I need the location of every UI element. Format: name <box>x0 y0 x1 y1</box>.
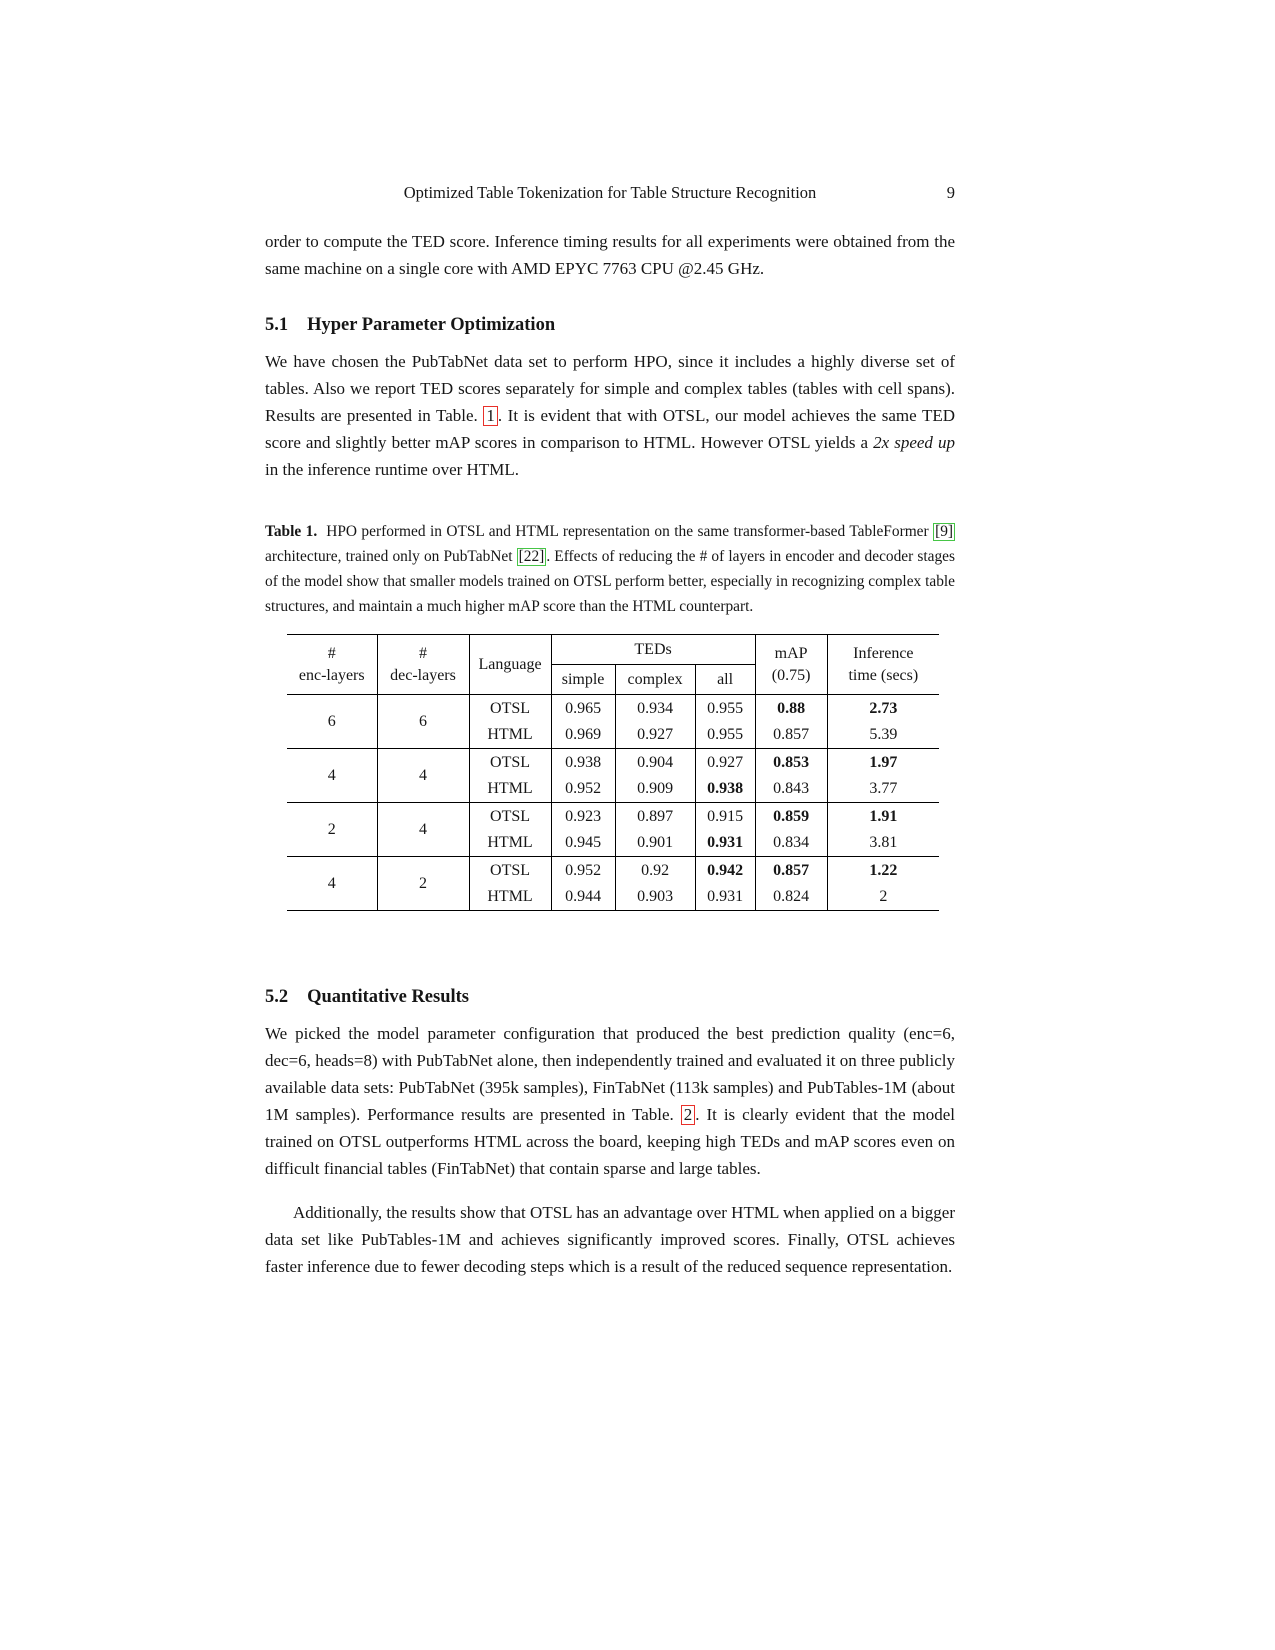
section-52-title: Quantitative Results <box>307 987 469 1008</box>
intro-paragraph: order to compute the TED score. Inference timing results for all experiments were obtained from the same machine on a single core with AMD EPYC 7763 CPU @2.45 GHz. <box>265 232 955 278</box>
table-cell-complex: 0.934 <box>615 695 695 722</box>
section-51-paragraph <box>265 348 955 483</box>
table-cell-complex: 0.901 <box>615 830 695 857</box>
table1-caption-label: Table 1. <box>265 523 318 540</box>
table-cell-complex: 0.903 <box>615 884 695 911</box>
table-cell-simple: 0.923 <box>551 803 615 830</box>
enc-layers-cell: 2 <box>287 803 377 857</box>
table-cell-lang: HTML <box>469 884 551 911</box>
section-52-heading <box>265 985 955 1009</box>
table-ref-link[interactable]: 1 <box>483 406 498 426</box>
col-header-all: all <box>695 665 755 695</box>
table-cell-time: 2.73 <box>827 695 939 722</box>
paragraph-text: We have chosen the PubTabNet data set to perform HPO, since it includes a highly diverse set of tables. Also we report TED scores separately for simple and complex tables (tables with cell spans). Results are presented in Table. <box>265 352 955 425</box>
section-51-heading <box>265 313 955 337</box>
table-cell-map: 0.859 <box>755 803 827 830</box>
col-header-dec-layers <box>377 635 469 695</box>
table1-body <box>287 695 939 911</box>
table-row <box>287 749 939 776</box>
text-column <box>265 0 955 1297</box>
col-header-inference-time <box>827 635 939 695</box>
citation-link[interactable]: [9] <box>935 523 954 540</box>
col-header-text: time (secs) <box>848 666 919 684</box>
caption-text: . Effects of reducing the # of layers in encoder and decoder stages of the model show that smaller models trained on OTSL perform better, especially in recognizing complex table structures, and maintain a much higher mAP score than the HTML counterpart. <box>265 548 955 615</box>
table-cell-simple: 0.965 <box>551 695 615 722</box>
col-header-teds: TEDs <box>551 635 755 665</box>
table-cell-lang: OTSL <box>469 803 551 830</box>
section-52-number: 5.2 <box>265 987 289 1008</box>
table-cell-lang: HTML <box>469 722 551 749</box>
table-cell-simple: 0.945 <box>551 830 615 857</box>
table-cell-all: 0.915 <box>695 803 755 830</box>
col-header-text: dec-layers <box>390 666 456 684</box>
table-cell-complex: 0.909 <box>615 776 695 803</box>
table-cell-simple: 0.952 <box>551 857 615 884</box>
caption-text: HPO performed in OTSL and HTML representation on the same transformer-based TableFormer <box>326 523 934 540</box>
results-table <box>287 634 939 911</box>
table-row <box>287 857 939 884</box>
table-cell-map: 0.824 <box>755 884 827 911</box>
table-cell-time: 1.97 <box>827 749 939 776</box>
table-cell-map: 0.88 <box>755 695 827 722</box>
table-cell-time: 3.81 <box>827 830 939 857</box>
table-cell-simple: 0.952 <box>551 776 615 803</box>
table1-header <box>287 635 939 695</box>
table-cell-lang: OTSL <box>469 695 551 722</box>
col-header-language: Language <box>469 635 551 695</box>
col-header-text: enc-layers <box>298 666 365 684</box>
table-cell-time: 3.77 <box>827 776 939 803</box>
col-header-enc-layers <box>287 635 377 695</box>
enc-layers-cell: 4 <box>287 857 377 911</box>
table1-caption <box>265 519 955 619</box>
running-title: Optimized Table Tokenization for Table Structure Recognition <box>403 183 817 202</box>
caption-text: architecture, trained only on PubTabNet <box>265 548 517 565</box>
table-cell-all: 0.955 <box>695 722 755 749</box>
table-cell-all: 0.931 <box>695 884 755 911</box>
col-header-complex: complex <box>615 665 695 695</box>
col-header-text: mAP <box>774 644 808 662</box>
paragraph-text: in the inference runtime over HTML. <box>265 460 519 479</box>
section-52-paragraph-2: Additionally, the results show that OTSL has an advantage over HTML when applied on a bigger data set like PubTables-1M and achieves significantly improved scores. Finally, OTSL achieves faster inference due to fewer decoding steps which is a result of the reduced sequence representation. <box>265 1203 955 1277</box>
table-cell-time: 1.91 <box>827 803 939 830</box>
table-cell-simple: 0.969 <box>551 722 615 749</box>
paragraph-text: We picked the model parameter configuration that produced the best prediction quality (enc=6, dec=6, heads=8) with PubTabNet alone, then independently trained and evaluated it on three publicly available data sets: PubTabNet (395k samples), FinTabNet (113k samples) and PubTables-1M (about 1M samples). Performance results are presented in Table. <box>265 1024 955 1125</box>
table-cell-all: 0.955 <box>695 695 755 722</box>
paragraph-text: . It is evident that with OTSL, our model achieves the same TED score and slightly better mAP scores in comparison to HTML. However OTSL yields a <box>265 406 955 452</box>
table-cell-map: 0.843 <box>755 776 827 803</box>
table-cell-complex: 0.92 <box>615 857 695 884</box>
running-head <box>265 0 955 203</box>
table-cell-lang: OTSL <box>469 749 551 776</box>
section-51-number: 5.1 <box>265 315 289 335</box>
table-cell-map: 0.857 <box>755 857 827 884</box>
table-cell-time: 5.39 <box>827 722 939 749</box>
dec-layers-cell: 6 <box>377 695 469 749</box>
table-cell-simple: 0.938 <box>551 749 615 776</box>
table-cell-complex: 0.927 <box>615 722 695 749</box>
dec-layers-cell: 4 <box>377 803 469 857</box>
table-cell-map: 0.857 <box>755 722 827 749</box>
table-cell-map: 0.853 <box>755 749 827 776</box>
emphasized-text: 2x speed up <box>873 433 955 452</box>
col-header-simple: simple <box>551 665 615 695</box>
col-header-text: (0.75) <box>771 666 811 684</box>
col-header-text: # <box>327 644 336 662</box>
paragraph-text: . It is clearly evident that the model trained on OTSL outperforms HTML across the board, keeping high TEDs and mAP scores even on difficult financial tables (FinTabNet) that contain sparse and large tables. <box>265 1105 955 1179</box>
table-cell-time: 1.22 <box>827 857 939 884</box>
section-51-title: Hyper Parameter Optimization <box>307 315 556 335</box>
table-cell-lang: HTML <box>469 830 551 857</box>
section-52-paragraph-1 <box>265 1020 955 1182</box>
table-cell-complex: 0.904 <box>615 749 695 776</box>
enc-layers-cell: 6 <box>327 712 336 730</box>
table-cell-complex: 0.897 <box>615 803 695 830</box>
table-cell-all: 0.938 <box>695 776 755 803</box>
table-cell-all: 0.927 <box>695 749 755 776</box>
table-cell-lang: HTML <box>469 776 551 803</box>
table1-container <box>287 634 955 911</box>
col-header-text: Inference <box>853 644 914 662</box>
col-header-map <box>755 635 827 695</box>
table-cell-all: 0.942 <box>695 857 755 884</box>
dec-layers-cell: 2 <box>377 857 469 911</box>
dec-layers-cell: 4 <box>377 749 469 803</box>
page-number: 9 <box>946 183 955 202</box>
table-cell-lang: OTSL <box>469 857 551 884</box>
table-cell-time: 2 <box>827 884 939 911</box>
table-row <box>287 695 939 722</box>
table-cell-map: 0.834 <box>755 830 827 857</box>
table-cell-simple: 0.944 <box>551 884 615 911</box>
table-ref-link[interactable]: 2 <box>681 1105 696 1125</box>
table-row <box>287 803 939 830</box>
enc-layers-cell: 4 <box>287 749 377 803</box>
col-header-text: # <box>419 644 427 662</box>
table-cell-all: 0.931 <box>695 830 755 857</box>
citation-link[interactable]: [22] <box>518 548 545 565</box>
